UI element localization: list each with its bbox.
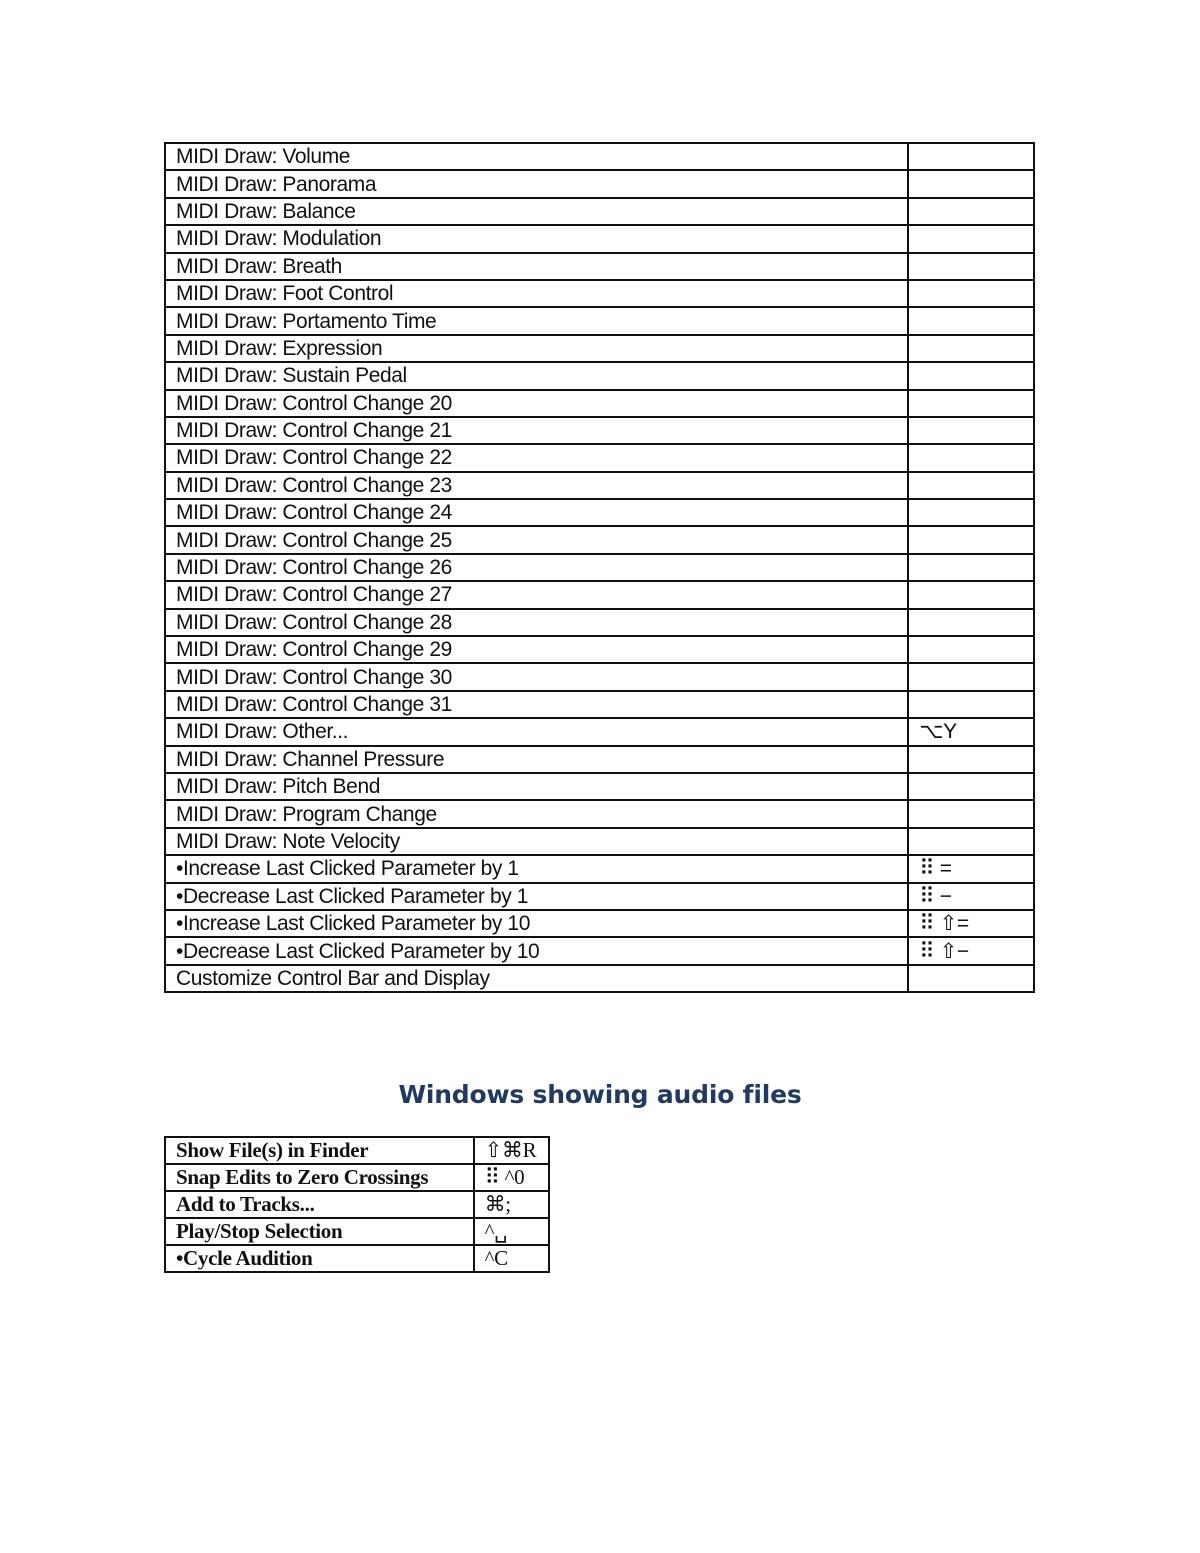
shortcut-cell: ^␣ xyxy=(474,1218,549,1245)
shortcut-cell: ⠿ = xyxy=(908,855,1034,882)
shortcut-cell xyxy=(908,444,1034,471)
table-row xyxy=(165,225,1034,252)
table-row xyxy=(165,390,1034,417)
table-row xyxy=(165,444,1034,471)
command-cell: Show File(s) in Finder xyxy=(165,1137,474,1164)
table-row xyxy=(165,280,1034,307)
shortcut-cell xyxy=(908,554,1034,581)
table-row xyxy=(165,910,1034,937)
table-row xyxy=(165,362,1034,389)
table-row xyxy=(165,828,1034,855)
shortcut-cell: ⠿ ^0 xyxy=(474,1164,549,1191)
table-row xyxy=(165,143,1034,170)
table-row xyxy=(165,307,1034,334)
command-cell: MIDI Draw: Control Change 28 xyxy=(165,609,908,636)
command-cell: Snap Edits to Zero Crossings xyxy=(165,1164,474,1191)
table-row xyxy=(165,800,1034,827)
command-cell: •Cycle Audition xyxy=(165,1245,474,1272)
shortcut-cell xyxy=(908,170,1034,197)
command-cell: MIDI Draw: Control Change 22 xyxy=(165,444,908,471)
command-cell: •Increase Last Clicked Parameter by 10 xyxy=(165,910,908,937)
table-row xyxy=(165,855,1034,882)
shortcut-cell xyxy=(908,773,1034,800)
table-row xyxy=(165,691,1034,718)
shortcut-cell: ⌘; xyxy=(474,1191,549,1218)
table-row xyxy=(165,526,1034,553)
table-row xyxy=(165,170,1034,197)
shortcut-cell xyxy=(908,609,1034,636)
table-row xyxy=(165,746,1034,773)
shortcut-cell xyxy=(908,472,1034,499)
table-row xyxy=(165,1245,549,1272)
command-cell: MIDI Draw: Other... xyxy=(165,718,908,745)
shortcut-cell xyxy=(908,307,1034,334)
shortcut-cell: ⠿ ⇧− xyxy=(908,937,1034,964)
table-row xyxy=(165,1218,549,1245)
command-cell: MIDI Draw: Panorama xyxy=(165,170,908,197)
command-cell: MIDI Draw: Volume xyxy=(165,143,908,170)
command-cell: Play/Stop Selection xyxy=(165,1218,474,1245)
shortcut-cell xyxy=(908,965,1034,992)
command-cell: MIDI Draw: Control Change 21 xyxy=(165,417,908,444)
table-row xyxy=(165,1164,549,1191)
shortcut-cell xyxy=(908,198,1034,225)
section-heading: Windows showing audio files xyxy=(398,1080,802,1109)
command-cell: MIDI Draw: Sustain Pedal xyxy=(165,362,908,389)
shortcut-cell: ⌥Y xyxy=(908,718,1034,745)
table-row xyxy=(165,417,1034,444)
command-cell: MIDI Draw: Control Change 26 xyxy=(165,554,908,581)
shortcut-cell: ⠿ ⇧= xyxy=(908,910,1034,937)
shortcut-cell: ^C xyxy=(474,1245,549,1272)
shortcut-cell: ⠿ − xyxy=(908,883,1034,910)
command-cell: MIDI Draw: Control Change 30 xyxy=(165,663,908,690)
command-cell: MIDI Draw: Control Change 23 xyxy=(165,472,908,499)
command-cell: MIDI Draw: Control Change 24 xyxy=(165,499,908,526)
command-cell: MIDI Draw: Channel Pressure xyxy=(165,746,908,773)
shortcut-cell xyxy=(908,417,1034,444)
shortcut-cell xyxy=(908,581,1034,608)
command-cell: MIDI Draw: Control Change 29 xyxy=(165,636,908,663)
table-row xyxy=(165,965,1034,992)
command-cell: MIDI Draw: Control Change 27 xyxy=(165,581,908,608)
table-row xyxy=(165,883,1034,910)
command-cell: MIDI Draw: Note Velocity xyxy=(165,828,908,855)
shortcut-cell xyxy=(908,526,1034,553)
table-row xyxy=(165,609,1034,636)
command-cell: MIDI Draw: Pitch Bend xyxy=(165,773,908,800)
table-row xyxy=(165,253,1034,280)
table-row xyxy=(165,335,1034,362)
shortcut-cell xyxy=(908,225,1034,252)
table-row xyxy=(165,554,1034,581)
table-row xyxy=(165,718,1034,745)
midi-shortcuts-body xyxy=(165,143,1034,992)
command-cell: •Decrease Last Clicked Parameter by 1 xyxy=(165,883,908,910)
midi-shortcuts-table xyxy=(164,142,1035,993)
command-cell: MIDI Draw: Program Change xyxy=(165,800,908,827)
command-cell: MIDI Draw: Control Change 20 xyxy=(165,390,908,417)
shortcut-cell xyxy=(908,253,1034,280)
shortcut-cell xyxy=(908,800,1034,827)
command-cell: MIDI Draw: Breath xyxy=(165,253,908,280)
shortcut-cell xyxy=(908,143,1034,170)
shortcut-cell xyxy=(908,499,1034,526)
command-cell: MIDI Draw: Expression xyxy=(165,335,908,362)
command-cell: Customize Control Bar and Display xyxy=(165,965,908,992)
shortcut-cell xyxy=(908,691,1034,718)
command-cell: MIDI Draw: Control Change 31 xyxy=(165,691,908,718)
table-row xyxy=(165,581,1034,608)
shortcut-cell xyxy=(908,636,1034,663)
table-row xyxy=(165,472,1034,499)
table-row xyxy=(165,663,1034,690)
table-row xyxy=(165,198,1034,225)
table-row xyxy=(165,1191,549,1218)
shortcut-cell xyxy=(908,746,1034,773)
shortcut-cell xyxy=(908,663,1034,690)
command-cell: MIDI Draw: Control Change 25 xyxy=(165,526,908,553)
table-row xyxy=(165,499,1034,526)
shortcut-cell xyxy=(908,390,1034,417)
table-row xyxy=(165,937,1034,964)
command-cell: MIDI Draw: Modulation xyxy=(165,225,908,252)
command-cell: MIDI Draw: Balance xyxy=(165,198,908,225)
shortcut-cell xyxy=(908,362,1034,389)
shortcut-cell xyxy=(908,335,1034,362)
command-cell: MIDI Draw: Foot Control xyxy=(165,280,908,307)
audio-shortcuts-body xyxy=(165,1137,549,1272)
table-row xyxy=(165,773,1034,800)
shortcut-cell: ⇧⌘R xyxy=(474,1137,549,1164)
command-cell: •Decrease Last Clicked Parameter by 10 xyxy=(165,937,908,964)
table-row xyxy=(165,636,1034,663)
command-cell: Add to Tracks... xyxy=(165,1191,474,1218)
command-cell: •Increase Last Clicked Parameter by 1 xyxy=(165,855,908,882)
command-cell: MIDI Draw: Portamento Time xyxy=(165,307,908,334)
audio-shortcuts-table xyxy=(164,1136,550,1273)
shortcut-cell xyxy=(908,280,1034,307)
shortcut-cell xyxy=(908,828,1034,855)
table-row xyxy=(165,1137,549,1164)
